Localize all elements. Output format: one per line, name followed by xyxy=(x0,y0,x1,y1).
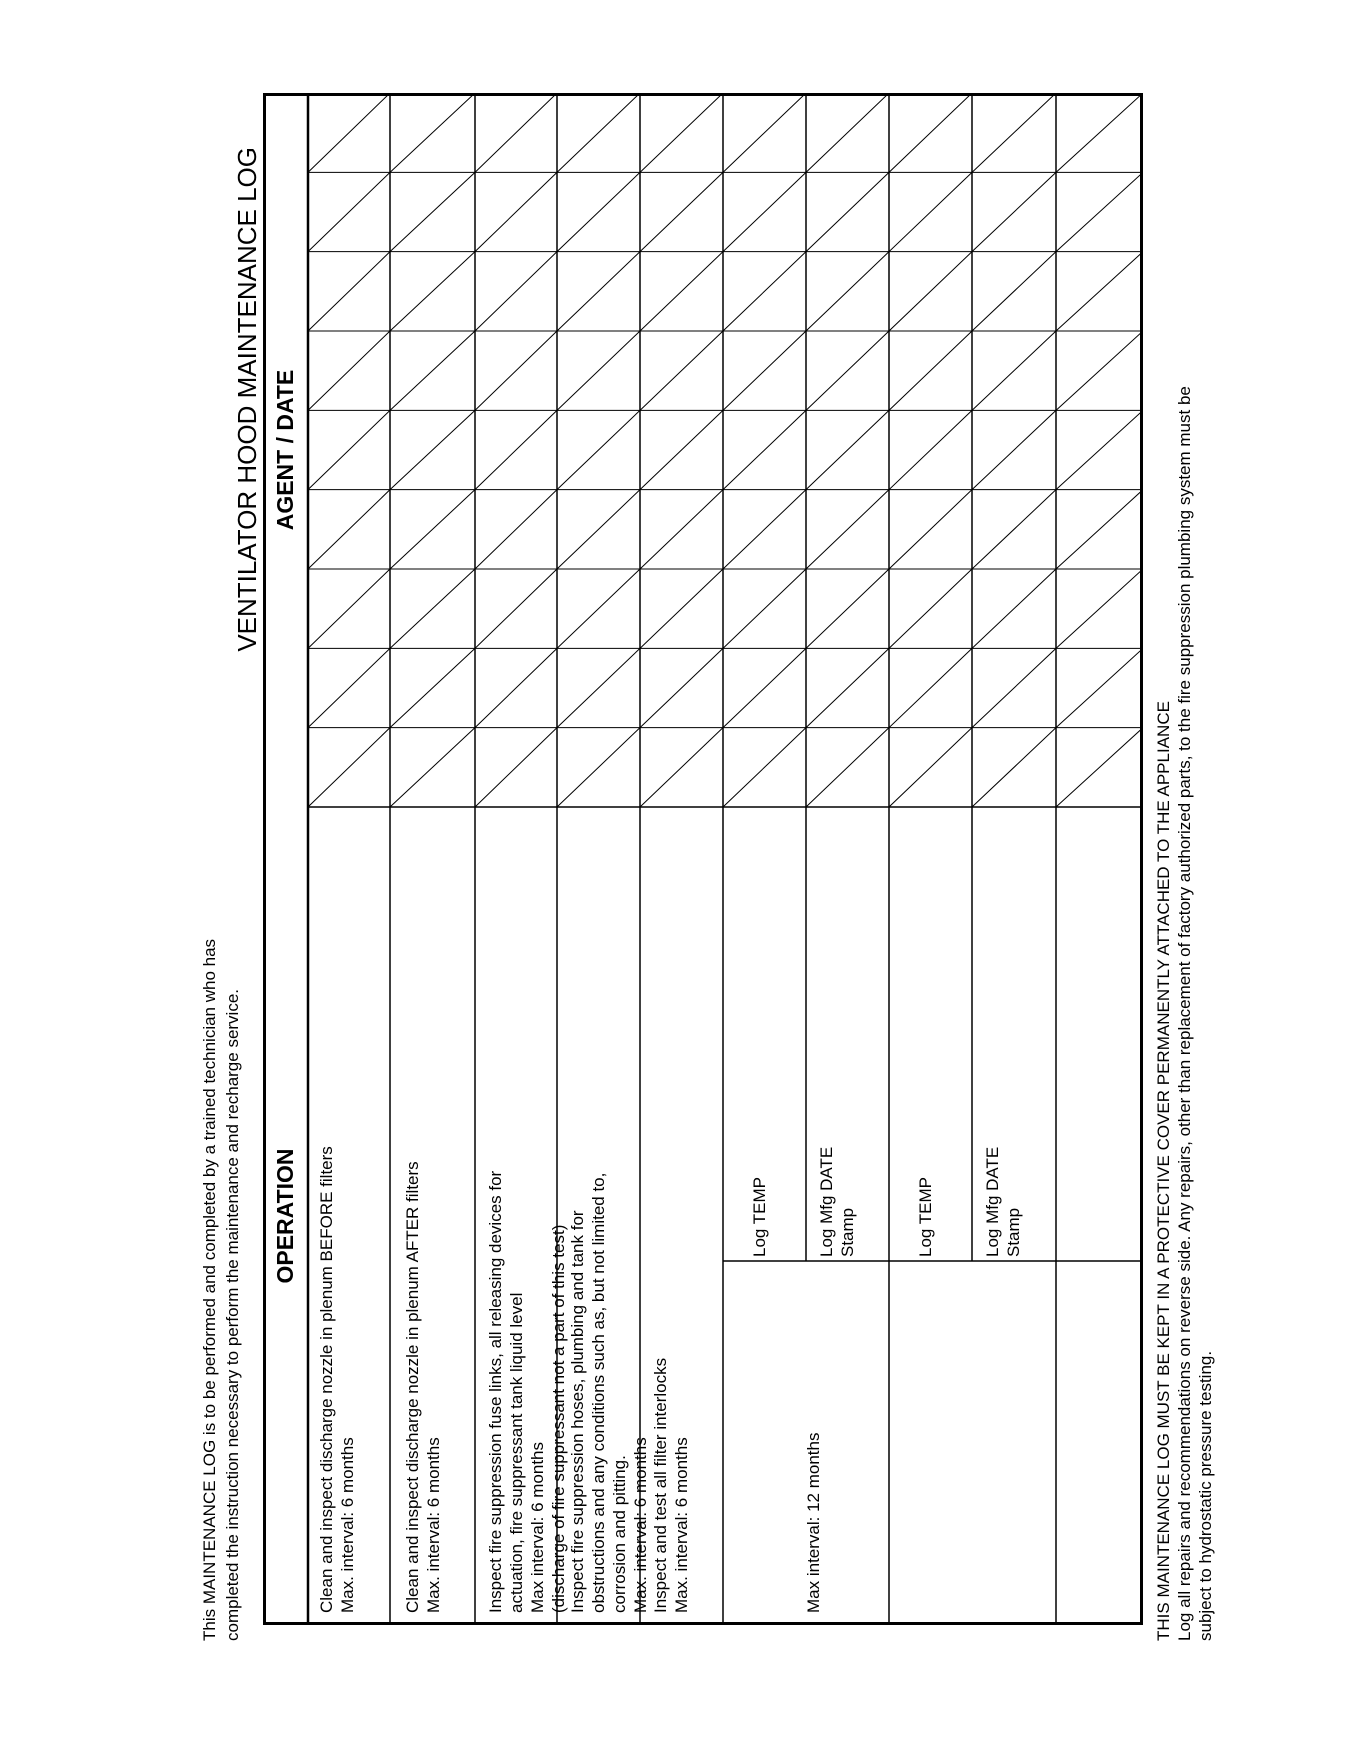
agent-date-cell-diagonal xyxy=(972,728,1056,807)
agent-date-cell-diagonal xyxy=(475,569,557,648)
agent-date-cell-diagonal xyxy=(972,410,1056,489)
log-mfg-date-label xyxy=(982,1147,1024,1257)
agent-date-cell-diagonal xyxy=(390,569,475,648)
intro-text xyxy=(198,939,244,1641)
agent-date-cell-diagonal xyxy=(557,490,640,569)
agent-date-cell-diagonal xyxy=(640,569,723,648)
log-mfg-date-label xyxy=(816,1147,858,1257)
agent-date-cell-diagonal xyxy=(308,93,390,172)
agent-date-cell-diagonal xyxy=(390,252,475,331)
footer-notes xyxy=(1153,386,1216,1641)
operation-inspect-hoses xyxy=(567,1173,651,1613)
agent-date-cell-diagonal xyxy=(806,648,889,727)
maintenance-log-table xyxy=(263,93,1143,1625)
log-grid xyxy=(263,93,1143,1625)
agent-date-cell-diagonal xyxy=(640,410,723,489)
agent-date-cell-diagonal xyxy=(308,172,390,251)
agent-date-cell-diagonal xyxy=(1056,490,1143,569)
footer-line-2: Log all repairs and recommendations on reverse side. Any repairs, other than replacement of factory authorized parts, to the fire suppression plumbing system must be xyxy=(1175,386,1194,1641)
agent-date-cell-diagonal xyxy=(1056,331,1143,410)
table-border xyxy=(265,95,1142,1624)
agent-date-cell-diagonal xyxy=(889,410,972,489)
document-title: VENTILATOR HOOD MAINTENANCE LOG xyxy=(232,147,262,652)
agent-date-cell-diagonal xyxy=(723,648,806,727)
operation-clean-nozzle-before xyxy=(316,1146,358,1613)
operation-test-interlocks xyxy=(650,1358,692,1613)
agent-date-cell-diagonal xyxy=(557,410,640,489)
agent-date-cell-diagonal xyxy=(557,728,640,807)
group-interval-label: Max interval: 12 months xyxy=(804,1432,823,1613)
agent-date-cell-diagonal xyxy=(723,93,806,172)
agent-date-cell-diagonal xyxy=(308,331,390,410)
agent-date-cell-diagonal xyxy=(308,410,390,489)
agent-date-cell-diagonal xyxy=(640,490,723,569)
operation-clean-nozzle-after xyxy=(402,1161,444,1613)
operation-text: actuation, fire suppressant tank liquid level xyxy=(507,1292,526,1613)
operation-header: OPERATION xyxy=(272,1148,298,1284)
agent-date-cell-diagonal xyxy=(390,490,475,569)
agent-date-cell-diagonal xyxy=(1056,410,1143,489)
operation-interval: Max. interval: 6 months xyxy=(338,1437,357,1613)
agent-date-cell-diagonal xyxy=(475,252,557,331)
agent-date-cell-diagonal xyxy=(475,331,557,410)
operation-text: Inspect and test all filter interlocks xyxy=(651,1357,670,1613)
agent-date-cell-diagonal xyxy=(475,93,557,172)
agent-date-cell-diagonal xyxy=(723,410,806,489)
agent-date-cell-diagonal xyxy=(889,648,972,727)
agent-date-cell-diagonal xyxy=(972,172,1056,251)
agent-date-cell-diagonal xyxy=(557,172,640,251)
agent-date-cell-diagonal xyxy=(806,490,889,569)
operation-inspect-fuse-links xyxy=(485,1171,569,1613)
agent-date-cell-diagonal xyxy=(557,569,640,648)
agent-date-cell-diagonal xyxy=(972,569,1056,648)
agent-date-cell-diagonal xyxy=(889,331,972,410)
agent-date-cell-diagonal xyxy=(972,648,1056,727)
agent-date-cell-diagonal xyxy=(308,252,390,331)
agent-date-cell-diagonal xyxy=(557,648,640,727)
operation-interval: Max. interval: 6 months xyxy=(631,1437,650,1613)
operation-text: corrosion and pitting. xyxy=(610,1455,629,1613)
agent-date-cell-diagonal xyxy=(806,93,889,172)
log-temp-label xyxy=(749,1177,770,1257)
agent-date-cell-diagonal xyxy=(723,252,806,331)
agent-date-cell-diagonal xyxy=(889,252,972,331)
footer-warning: THIS MAINTENANCE LOG MUST BE KEPT IN A PROTECTIVE COVER PERMANENTLY ATTACHED TO THE APPLIANCE xyxy=(1154,701,1173,1641)
intro-line-1: This MAINTENANCE LOG is to be performed and completed by a trained technician who has xyxy=(200,938,219,1641)
agent-date-cell-diagonal xyxy=(806,331,889,410)
agent-date-cell-diagonal xyxy=(390,93,475,172)
agent-date-cell-diagonal xyxy=(1056,172,1143,251)
agent-date-cell-diagonal xyxy=(972,490,1056,569)
agent-date-cell-diagonal xyxy=(723,728,806,807)
agent-date-cell-diagonal xyxy=(889,172,972,251)
operation-interval: Max interval: 6 months xyxy=(528,1441,547,1613)
agent-date-cell-diagonal xyxy=(723,569,806,648)
agent-date-cell-diagonal xyxy=(390,172,475,251)
agent-date-cell-diagonal xyxy=(475,648,557,727)
agent-date-cell-diagonal xyxy=(390,728,475,807)
agent-date-cell-diagonal xyxy=(806,410,889,489)
agent-date-cell-diagonal xyxy=(972,331,1056,410)
agent-date-cell-diagonal xyxy=(723,172,806,251)
log-temp-text: Log TEMP xyxy=(916,1176,935,1257)
agent-date-header: AGENT / DATE xyxy=(272,369,298,531)
agent-date-cell-diagonal xyxy=(889,569,972,648)
agent-date-cell-diagonal xyxy=(889,490,972,569)
agent-date-cell-diagonal xyxy=(640,728,723,807)
agent-date-cell-diagonal xyxy=(557,93,640,172)
agent-date-cell-diagonal xyxy=(475,490,557,569)
agent-date-cell-diagonal xyxy=(640,93,723,172)
operation-interval: Max. interval: 6 months xyxy=(424,1437,443,1613)
agent-date-cell-diagonal xyxy=(806,172,889,251)
agent-date-cell-diagonal xyxy=(640,648,723,727)
agent-date-cell-diagonal xyxy=(1056,648,1143,727)
agent-date-cell-diagonal xyxy=(557,252,640,331)
log-mfg-date-text: Log Mfg DATE xyxy=(983,1146,1002,1257)
agent-date-cell-diagonal xyxy=(475,410,557,489)
agent-date-cell-diagonal xyxy=(806,569,889,648)
operation-text: Clean and inspect discharge nozzle in plenum AFTER filters xyxy=(403,1161,422,1613)
agent-date-cell-diagonal xyxy=(640,172,723,251)
agent-date-cell-diagonal xyxy=(806,728,889,807)
agent-date-cell-diagonal xyxy=(308,569,390,648)
agent-date-cell-diagonal xyxy=(1056,569,1143,648)
agent-date-cell-diagonal xyxy=(972,252,1056,331)
footer-line-3: subject to hydrostatic pressure testing. xyxy=(1196,1350,1215,1641)
log-temp-label xyxy=(915,1177,936,1257)
operation-text: obstructions and any conditions such as, but not limited to, xyxy=(589,1172,608,1613)
agent-date-cell-diagonal xyxy=(889,93,972,172)
agent-date-cell-diagonal xyxy=(640,252,723,331)
agent-date-cell-diagonal xyxy=(640,331,723,410)
agent-date-cell-diagonal xyxy=(308,648,390,727)
agent-date-cell-diagonal xyxy=(972,93,1056,172)
operation-text: Inspect fire suppression hoses, plumbing and tank for xyxy=(568,1210,587,1613)
agent-date-cell-diagonal xyxy=(475,172,557,251)
log-temp-text: Log TEMP xyxy=(750,1176,769,1257)
agent-date-cell-diagonal xyxy=(390,648,475,727)
operation-text: Inspect fire suppression fuse links, all releasing devices for xyxy=(486,1170,505,1613)
log-stamp-text: Stamp xyxy=(838,1207,857,1257)
operation-interval: Max. interval: 6 months xyxy=(672,1437,691,1613)
agent-date-cell-diagonal xyxy=(557,331,640,410)
agent-date-cell-diagonal xyxy=(723,490,806,569)
log-stamp-text: Stamp xyxy=(1004,1207,1023,1257)
agent-date-cell-diagonal xyxy=(308,728,390,807)
intro-line-2: completed the instruction necessary to perform the maintenance and recharge service. xyxy=(223,988,242,1641)
agent-date-cell-diagonal xyxy=(308,490,390,569)
agent-date-cell-diagonal xyxy=(475,728,557,807)
agent-date-cell-diagonal xyxy=(390,410,475,489)
agent-date-cell-diagonal xyxy=(390,331,475,410)
agent-date-cell-diagonal xyxy=(889,728,972,807)
agent-date-cell-diagonal xyxy=(1056,93,1143,172)
log-mfg-date-text: Log Mfg DATE xyxy=(817,1146,836,1257)
operation-note: (discharge of fire suppressant not a part of this test) xyxy=(549,1224,568,1613)
agent-date-cell-diagonal xyxy=(723,331,806,410)
agent-date-cell-diagonal xyxy=(1056,252,1143,331)
operation-text: Clean and inspect discharge nozzle in plenum BEFORE filters xyxy=(317,1146,336,1613)
agent-date-cell-diagonal xyxy=(806,252,889,331)
agent-date-cell-diagonal xyxy=(1056,728,1143,807)
